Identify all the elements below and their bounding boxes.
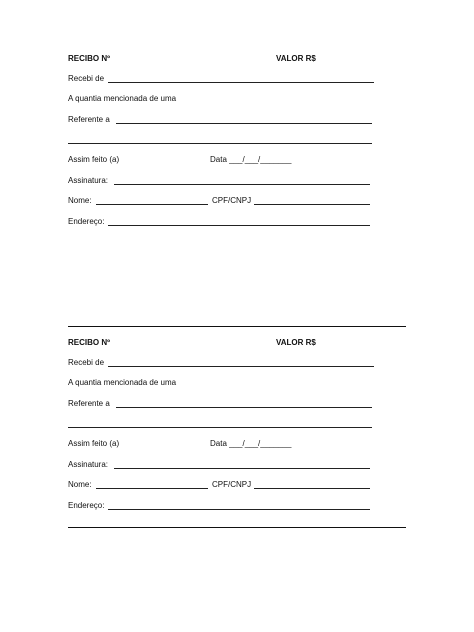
- signature-label: Assinatura:: [68, 176, 109, 185]
- address-label: Endereço:: [68, 217, 105, 226]
- name-line[interactable]: [96, 204, 208, 205]
- received-from-label: Recebi de: [68, 358, 105, 367]
- date-field[interactable]: Data ___/___/_______: [210, 439, 292, 448]
- receipt-title: RECIBO Nº: [68, 338, 111, 347]
- date-field[interactable]: Data ___/___/_______: [210, 155, 292, 164]
- cpf-cnpj-line[interactable]: [254, 204, 370, 205]
- received-from-line[interactable]: [108, 82, 374, 83]
- reference-line[interactable]: [116, 123, 372, 124]
- made-at-label: Assim feito (a): [68, 439, 120, 448]
- received-from-label: Recebi de: [68, 74, 105, 83]
- reference-label: Referente a: [68, 399, 110, 408]
- address-label: Endereço:: [68, 501, 105, 510]
- value-label: VALOR R$: [276, 338, 316, 347]
- cpf-cnpj-line[interactable]: [254, 488, 370, 489]
- name-line[interactable]: [96, 488, 208, 489]
- reference-label: Referente a: [68, 115, 110, 124]
- receipt-title: RECIBO Nº: [68, 54, 111, 63]
- receipt-form-2: [0, 284, 474, 514]
- reference-line[interactable]: [116, 407, 372, 408]
- cpf-cnpj-label: CPF/CNPJ: [212, 196, 252, 205]
- signature-label: Assinatura:: [68, 460, 109, 469]
- reference-line-2[interactable]: [68, 143, 372, 144]
- value-label: VALOR R$: [276, 54, 316, 63]
- name-label: Nome:: [68, 196, 92, 205]
- amount-label: A quantia mencionada de uma: [68, 378, 177, 387]
- signature-line[interactable]: [114, 184, 370, 185]
- amount-label: A quantia mencionada de uma: [68, 94, 177, 103]
- receipt-form-1: [0, 0, 474, 230]
- reference-line-2[interactable]: [68, 427, 372, 428]
- received-from-line[interactable]: [108, 366, 374, 367]
- address-line[interactable]: [108, 225, 370, 226]
- made-at-label: Assim feito (a): [68, 155, 120, 164]
- cpf-cnpj-label: CPF/CNPJ: [212, 480, 252, 489]
- address-line[interactable]: [108, 509, 370, 510]
- signature-line[interactable]: [114, 468, 370, 469]
- bottom-rule: [68, 527, 406, 528]
- name-label: Nome:: [68, 480, 92, 489]
